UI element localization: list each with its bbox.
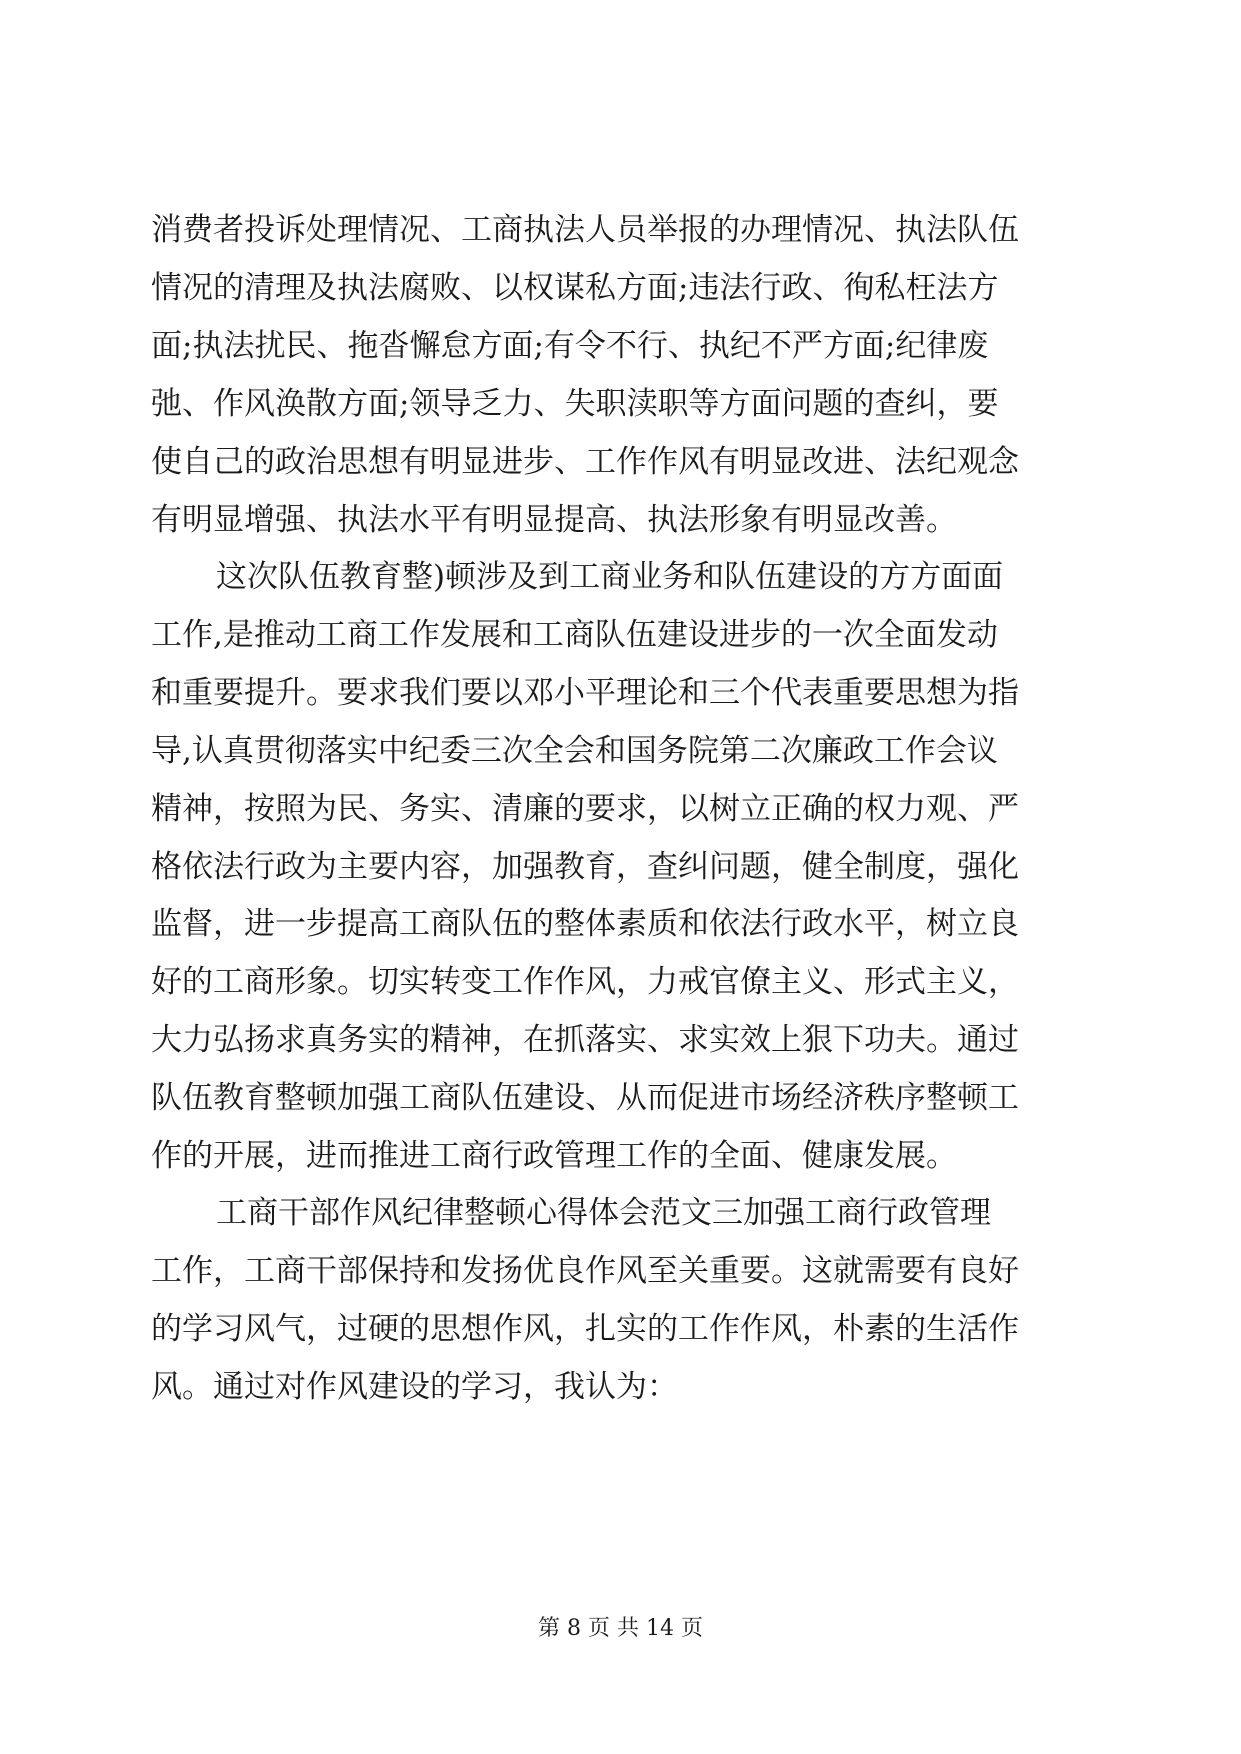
text-line: 大力弘扬求真务实的精神，在抓落实、求实效上狠下功夫。通过 [151,1022,1019,1058]
text-line: 工作，工商干部保持和发扬优良作风至关重要。这就需要有良好 [151,1253,1019,1289]
paragraph-first-line: 工商干部作风纪律整顿心得体会范文三加强工商行政管理 [216,1195,991,1231]
paragraph-first-line: 这次队伍教育整)顿涉及到工商业务和队伍建设的方方面面 [216,559,1004,595]
text-line: 监督，进一步提高工商队伍的整体素质和依法行政水平，树立良 [151,906,1019,942]
text-line: 格依法行政为主要内容，加强教育，查纠问题，健全制度，强化 [151,849,1019,885]
text-line: 的学习风气，过硬的思想作风，扎实的工作作风，朴素的生活作 [151,1311,1019,1347]
text-line: 风。通过对作风建设的学习，我认为： [151,1369,678,1405]
text-line: 精神，按照为民、务实、清廉的要求，以树立正确的权力观、严 [151,791,1019,827]
text-line: 使自己的政治思想有明显进步、工作作风有明显改进、法纪观念 [151,444,1019,480]
text-line: 面;执法扰民、拖沓懈怠方面;有令不行、执纪不严方面;纪律废 [151,328,989,364]
text-line: 和重要提升。要求我们要以邓小平理论和三个代表重要思想为指 [151,675,1019,711]
text-line: 作的开展，进而推进工商行政管理工作的全面、健康发展。 [151,1138,957,1174]
text-line: 工作,是推动工商工作发展和工商队伍建设进步的一次全面发动 [151,617,998,653]
text-line: 弛、作风涣散方面;领导乏力、失职渎职等方面问题的查纠，要 [151,386,999,422]
text-line: 情况的清理及执法腐败、以权谋私方面;违法行政、徇私枉法方 [151,270,999,306]
page-number-footer: 第 8 页 共 14 页 [538,1616,703,1641]
text-line: 消费者投诉处理情况、工商执法人员举报的办理情况、执法队伍 [151,212,1019,248]
text-line: 好的工商形象。切实转变工作作风，力戒官僚主义、形式主义， [151,964,1019,1000]
text-line: 有明显增强、执法水平有明显提高、执法形象有明显改善。 [151,502,957,538]
text-line: 导,认真贯彻落实中纪委三次全会和国务院第二次廉政工作会议 [151,733,998,769]
text-line: 队伍教育整顿加强工商队伍建设、从而促进市场经济秩序整顿工 [151,1080,1019,1116]
